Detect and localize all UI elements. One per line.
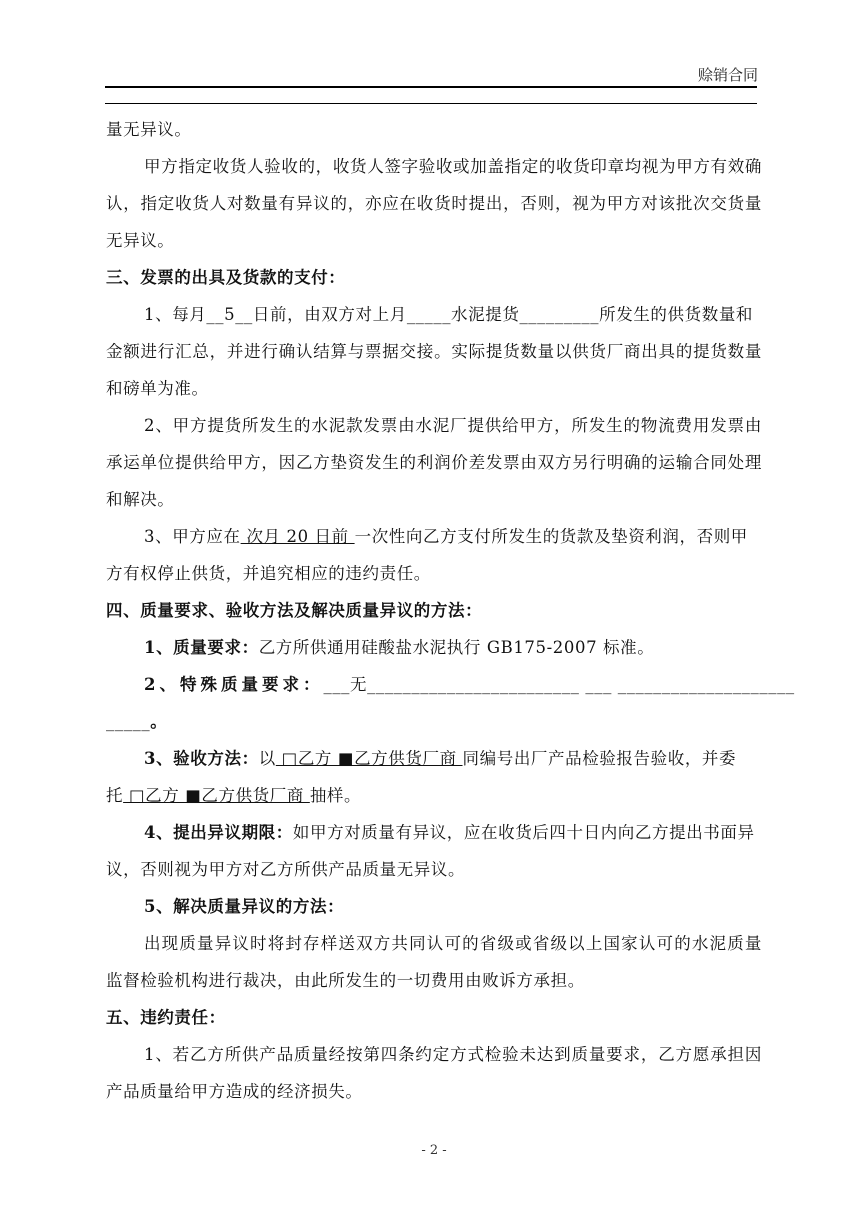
document-title: 赊销合同: [697, 66, 758, 84]
paragraph-line: 承运单位提供给甲方，因乙方垫资发生的利润价差发票由双方另行明确的运输合同处理: [106, 453, 762, 472]
clause-3-3: [144, 523, 762, 547]
paragraph-line: 1、若乙方所供产品质量经按第四条约定方式检验未达到质量要求，乙方愿承担因: [144, 1045, 762, 1064]
clause-label: 3、验收方法：: [144, 749, 259, 768]
paragraph-line: 监督检验机构进行裁决，由此所发生的一切费用由败诉方承担。: [106, 971, 585, 990]
clause-text: 托: [106, 786, 124, 805]
paragraph-line: 甲方指定收货人验收的，收货人签字验收或加盖指定的收货印章均视为甲方有效确: [144, 157, 762, 176]
paragraph-line: 量无异议。: [106, 120, 192, 139]
clause-4-1: [144, 634, 762, 658]
paragraph-line: 认，指定收货人对数量有异议的，亦应在收货时提出，否则，视为甲方对该批次交货量: [106, 194, 762, 213]
clause-text: 以: [258, 749, 276, 768]
page-number: - 2 -: [421, 1143, 447, 1158]
section-heading: 五、违约责任：: [106, 1008, 226, 1027]
paragraph-line: 金额进行汇总，并进行确认结算与票据交接。实际提货数量以供货厂商出具的提货数量: [106, 342, 762, 361]
due-date-field: 次月 20 日前: [240, 527, 355, 546]
clause-label: 1、质量要求：: [144, 638, 259, 657]
clause-4-3-cont: [106, 782, 762, 806]
clause-4-3: [144, 745, 762, 769]
clause-4-4: [144, 819, 762, 843]
clause-label: 2、特殊质量要求：: [144, 675, 324, 694]
clause-text: 如甲方对质量有异议，应在收货后四十日内向乙方提出书面异: [292, 823, 755, 842]
clause-label: 5、解决质量异议的方法：: [144, 897, 345, 916]
paragraph-line: 议，否则视为甲方对乙方所供产品质量无异议。: [106, 860, 466, 879]
clause-text: 。: [150, 712, 168, 731]
paragraph-line: 产品质量给甲方造成的经济损失。: [106, 1082, 363, 1101]
paragraph-line: 和解决。: [106, 490, 175, 509]
goods-field: _____水泥提货_________: [406, 305, 600, 324]
clause-text: 1、每月: [144, 305, 207, 324]
clause-4-2: [144, 671, 795, 695]
clause-4-2-cont: [106, 708, 762, 732]
clause-text: 同编号出厂产品检验报告验收，并委: [462, 749, 737, 768]
header-rule-thick: [105, 86, 757, 88]
day-field: __5__: [206, 305, 253, 324]
section-heading: 四、质量要求、验收方法及解决质量异议的方法：: [106, 601, 483, 620]
clause-text: 抽样。: [309, 786, 362, 805]
paragraph-line: 出现质量异议时将封存样送双方共同认可的省级或省级以上国家认可的水泥质量: [144, 934, 762, 953]
section-heading: 三、发票的出具及货款的支付：: [106, 268, 346, 287]
special-requirement-field: _____: [106, 712, 151, 731]
paragraph-line: 2、甲方提货所发生的水泥款发票由水泥厂提供给甲方，所发生的物流费用发票由: [144, 416, 762, 435]
clause-text: 3、甲方应在: [144, 527, 241, 546]
clause-text: 所发生的供货数量和: [599, 305, 754, 324]
paragraph-line: 方有权停止供货，并追究相应的违约责任。: [106, 564, 431, 583]
paragraph-line: 无异议。: [106, 231, 175, 250]
clause-text: 一次性向乙方支付所发生的货款及垫资利润，否则甲: [354, 527, 748, 546]
paragraph-line: 和磅单为准。: [106, 379, 209, 398]
clause-3-1: [144, 301, 762, 325]
clause-text: 日前，由双方对上月: [252, 305, 407, 324]
sampling-option-field: □乙方 ■乙方供货厂商: [123, 786, 310, 805]
clause-text: 乙方所供通用硅酸盐水泥执行 GB175-2007 标准。: [258, 638, 655, 657]
inspection-option-field: □乙方 ■乙方供货厂商: [275, 749, 463, 768]
header-rule-thin: [105, 103, 757, 104]
clause-label: 4、提出异议期限：: [144, 823, 293, 842]
special-requirement-field: ___无________________________ ___ ____________________: [323, 675, 795, 694]
